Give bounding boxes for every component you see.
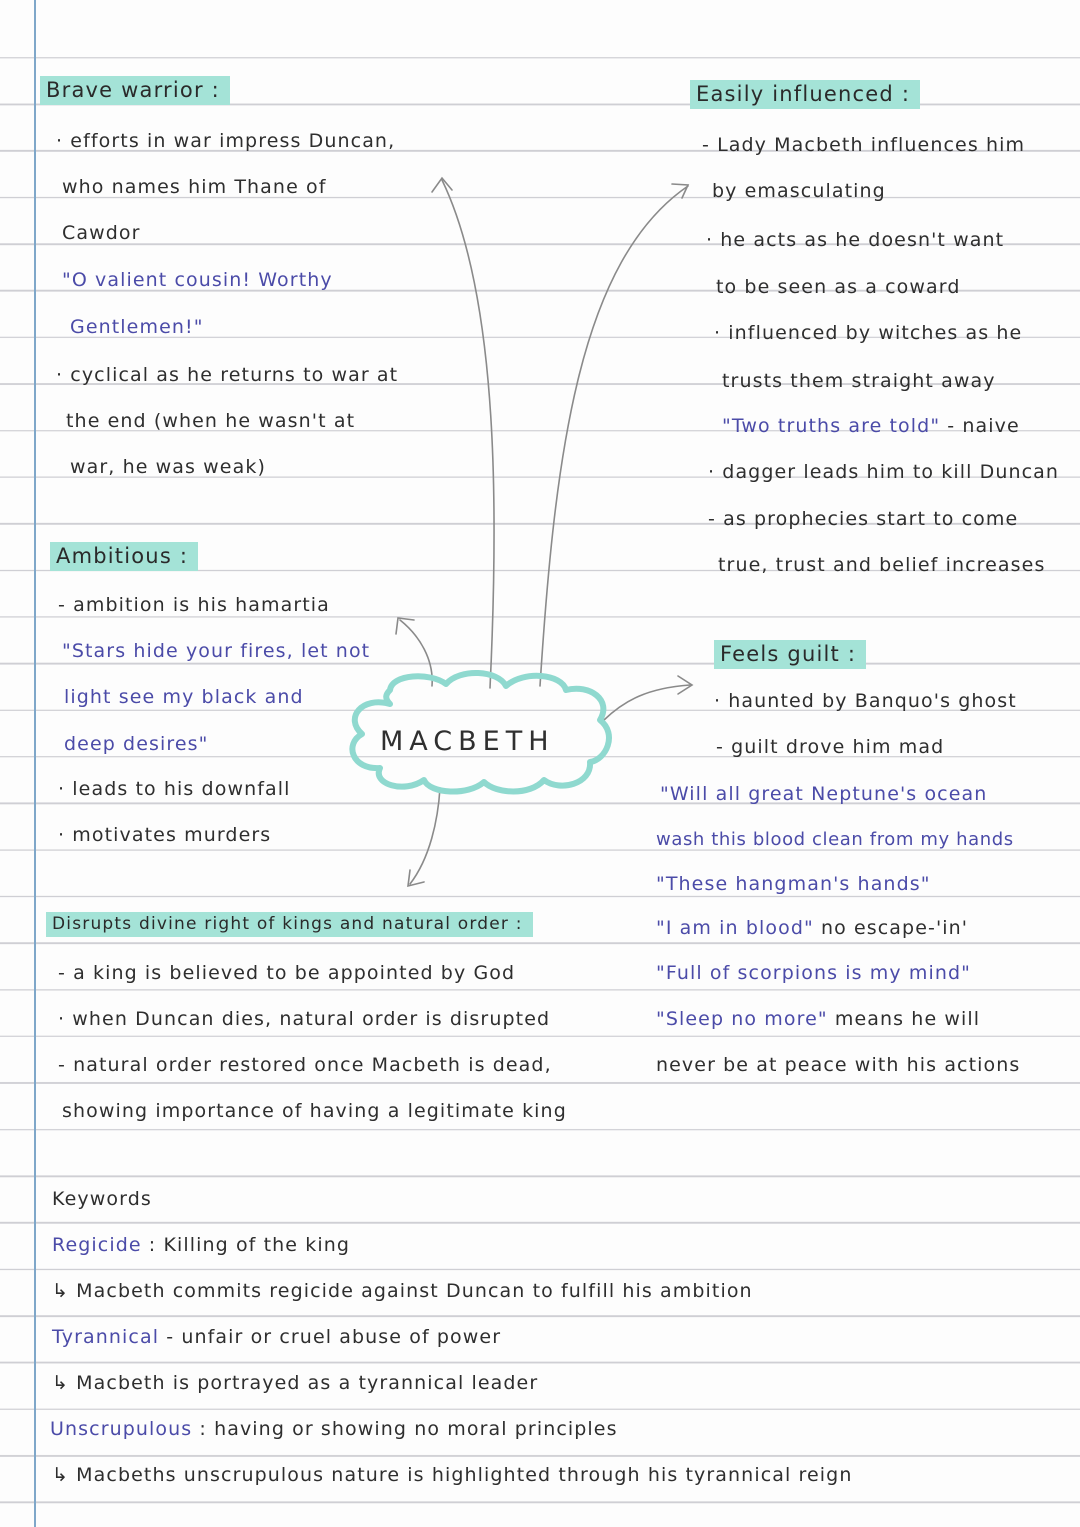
arrow-to-divine bbox=[410, 788, 440, 884]
keyword-term: Regicide bbox=[52, 1234, 142, 1256]
influenced-quote bbox=[722, 415, 1020, 437]
divine-heading: Disrupts divine right of kings and natural order : bbox=[46, 912, 533, 937]
influenced-line: · he acts as he doesn't want bbox=[706, 229, 1005, 251]
influenced-line: - Lady Macbeth influences him bbox=[702, 134, 1026, 156]
keyword-term-line bbox=[50, 1418, 618, 1440]
guilt-quote: wash this blood clean from my hands bbox=[656, 829, 1014, 850]
keyword-example-line bbox=[52, 1280, 753, 1302]
influenced-line: · dagger leads him to kill Duncan bbox=[708, 461, 1060, 483]
divine-line: - natural order restored once Macbeth is dead, bbox=[58, 1054, 552, 1076]
keyword-term-line bbox=[52, 1234, 350, 1256]
guilt-quote: "Will all great Neptune's ocean bbox=[660, 783, 988, 805]
ambitious-heading: Ambitious : bbox=[50, 542, 198, 571]
sub-arrow-icon: ↳ bbox=[52, 1464, 70, 1486]
quote-text: "Sleep no more" bbox=[656, 1008, 828, 1030]
divine-line: showing importance of having a legitimate king bbox=[62, 1100, 567, 1122]
divine-line: · when Duncan dies, natural order is disrupted bbox=[58, 1008, 551, 1030]
brave-line: · efforts in war impress Duncan, bbox=[56, 130, 396, 152]
influenced-line: trusts them straight away bbox=[722, 370, 996, 392]
ambitious-quote: "Stars hide your fires, let not bbox=[62, 640, 371, 662]
influenced-line: · influenced by witches as he bbox=[714, 322, 1023, 344]
keyword-term: Tyrannical bbox=[52, 1326, 160, 1348]
influenced-line: to be seen as a coward bbox=[716, 276, 961, 298]
guilt-line: never be at peace with his actions bbox=[656, 1054, 1021, 1076]
arrow-to-guilt bbox=[604, 685, 690, 720]
ambitious-line: - ambition is his hamartia bbox=[58, 594, 330, 616]
brave-line: the end (when he wasn't at bbox=[66, 410, 356, 432]
comment-text: no escape-'in' bbox=[820, 917, 969, 939]
keyword-sep: : bbox=[141, 1234, 164, 1256]
brave-quote: "O valient cousin! Worthy bbox=[62, 269, 333, 291]
comment-text: means he will bbox=[834, 1008, 981, 1030]
sub-arrow-icon: ↳ bbox=[52, 1372, 70, 1394]
brave-line: Cawdor bbox=[62, 222, 141, 244]
central-topic: MACBETH bbox=[380, 726, 555, 757]
keyword-term: Unscrupulous bbox=[50, 1418, 193, 1440]
ambitious-quote: light see my black and bbox=[64, 686, 304, 708]
quote-text: "Two truths are told" bbox=[722, 415, 941, 437]
quote-text: "I am in blood" bbox=[656, 917, 814, 939]
guilt-quote-line bbox=[656, 917, 968, 939]
guilt-heading: Feels guilt : bbox=[714, 640, 866, 669]
keyword-example: Macbeth commits regicide against Duncan to fulfill his ambition bbox=[76, 1280, 753, 1302]
brave-line: who names him Thane of bbox=[62, 176, 327, 198]
ambitious-line: · leads to his downfall bbox=[58, 778, 291, 800]
keyword-example-line bbox=[52, 1372, 538, 1394]
keyword-term-line bbox=[52, 1326, 501, 1348]
guilt-quote: "These hangman's hands" bbox=[656, 873, 931, 895]
guilt-line: - guilt drove him mad bbox=[716, 736, 945, 758]
keyword-definition: having or showing no moral principles bbox=[214, 1418, 618, 1440]
guilt-line: · haunted by Banquo's ghost bbox=[714, 690, 1017, 712]
divine-line: - a king is believed to be appointed by God bbox=[58, 962, 516, 984]
arrow-to-brave bbox=[442, 180, 494, 688]
arrow-to-influenced bbox=[540, 186, 688, 686]
brave-quote: Gentlemen!" bbox=[70, 316, 204, 338]
keyword-sep: : bbox=[192, 1418, 215, 1440]
influenced-line: - as prophecies start to come bbox=[708, 508, 1019, 530]
comment-text: - naive bbox=[947, 415, 1020, 437]
keyword-definition: Killing of the king bbox=[163, 1234, 351, 1256]
keywords-title: Keywords bbox=[52, 1188, 152, 1210]
sub-arrow-icon: ↳ bbox=[52, 1280, 70, 1302]
keyword-example-line bbox=[52, 1464, 852, 1486]
brave-line: war, he was weak) bbox=[70, 456, 266, 478]
ambitious-line: · motivates murders bbox=[58, 824, 272, 846]
keyword-definition: unfair or cruel abuse of power bbox=[181, 1326, 502, 1348]
influenced-heading: Easily influenced : bbox=[690, 80, 920, 109]
guilt-quote: "Full of scorpions is my mind" bbox=[656, 962, 971, 984]
keyword-sep: - bbox=[159, 1326, 182, 1348]
influenced-line: true, trust and belief increases bbox=[718, 554, 1046, 576]
influenced-line: by emasculating bbox=[712, 180, 886, 202]
guilt-quote-line bbox=[656, 1008, 980, 1030]
ambitious-quote: deep desires" bbox=[64, 733, 209, 755]
keyword-example: Macbeth is portrayed as a tyrannical leader bbox=[76, 1372, 539, 1394]
brave-heading: Brave warrior : bbox=[40, 76, 230, 105]
keyword-example: Macbeths unscrupulous nature is highlighted through his tyrannical reign bbox=[76, 1464, 853, 1486]
brave-line: · cyclical as he returns to war at bbox=[56, 364, 399, 386]
